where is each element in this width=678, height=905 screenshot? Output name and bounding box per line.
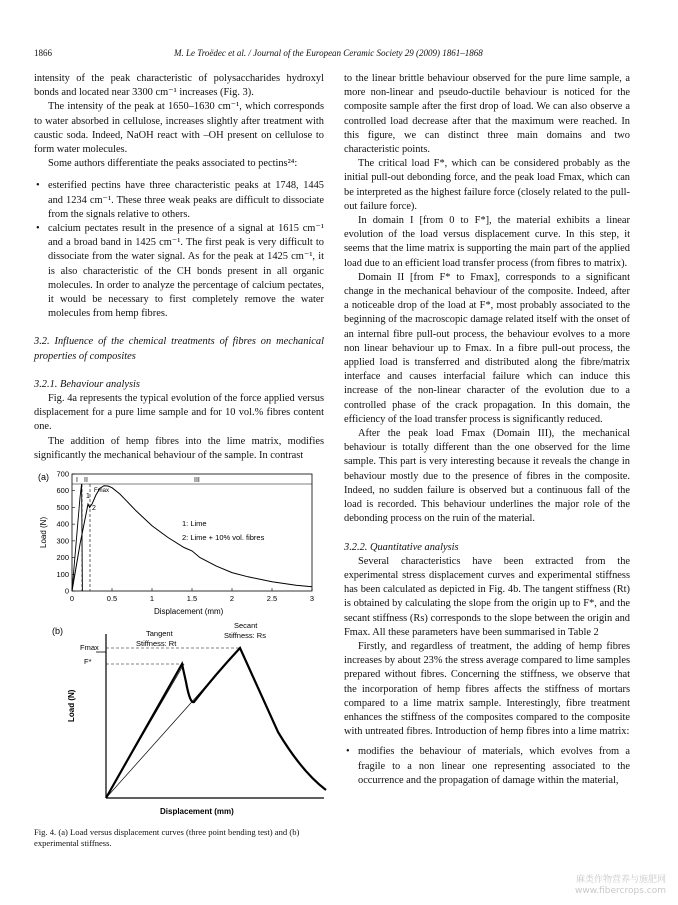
load-curve — [106, 648, 326, 798]
list-item: • esterified pectins have three characteristic peaks at 1748, 1445 and 1234 cm⁻¹. These three weak peaks are difficult to dissociate from the signals relative to others. — [34, 179, 324, 222]
x-tick-label: 0.5 — [106, 594, 118, 603]
x-tick-label: 2.5 — [266, 594, 278, 603]
legend-entry-lime-fibres: 2: Lime + 10% vol. fibres — [182, 533, 265, 542]
y-tick-label: 400 — [56, 519, 69, 529]
right-paragraph-6: Several characteristics have been extracted from the experimental stress displacement curves and experimental stiffness has been calculated as depicted in Fig. 4b. The tangent stiffness (Rt) is obtained by calculating the slope from the origin up to F*, and the secant stiffness (Rs) corresponds to the slope between the origin and Fmax. All these parameters have been summarised in Table 2 — [344, 555, 630, 638]
y-axis-label: Load (N) — [67, 689, 76, 722]
left-paragraph-1: intensity of the peak characteristic of polysaccharides hydroxyl bonds and located near 3300 cm⁻¹ increases (Fig. 3). — [34, 73, 324, 99]
right-column — [344, 72, 630, 788]
x-axis-label: Displacement (mm) — [154, 607, 224, 616]
tangent-label-2: Stiffness: Rt — [136, 639, 177, 648]
curve-label-1: 1 — [86, 493, 90, 500]
fstar-axis-label: F* — [84, 657, 92, 666]
domain-label-i: I — [76, 477, 78, 484]
y-tick-label: 0 — [64, 586, 69, 596]
y-axis-label: Load (N) — [39, 516, 48, 548]
fmax-axis-label: Fmax — [80, 643, 99, 652]
tangent-label: Tangent — [146, 629, 173, 638]
y-tick-label: 700 — [56, 469, 69, 479]
y-tick-label: 500 — [56, 502, 69, 512]
list-item: • calcium pectates result in the presence of a signal at 1615 cm⁻¹ and a broad band in 1425 cm⁻¹. The first peak is very difficult to dissociate from the water signal. As for the peak at 1425 cm⁻¹, it is also characteristic of the CH bonds present in all organic molecules. In order to analyze the percentage of calcium pectates, it would be necessary to first completely remove the water molecules from hemp fibres. — [34, 222, 324, 321]
section-heading-3-2-1: 3.2.1. Behaviour analysis — [34, 378, 140, 390]
secant-label-2: Stiffness: Rs — [224, 631, 266, 640]
figure-4a-chart — [34, 468, 334, 618]
effects-list — [344, 745, 630, 788]
fmax-label: Fmax — [94, 488, 109, 494]
y-tick-label: 200 — [56, 553, 69, 563]
y-tick-label: 600 — [56, 486, 69, 496]
left-paragraph-2: The intensity of the peak at 1650–1630 cm⁻¹, which corresponds to water absorbed in cellulose, increases slightly after treatment with caustic soda. Indeed, NaOH react with –OH present on cellulose to form water molecules. — [34, 101, 324, 156]
figure-caption: Fig. 4. (a) Load versus displacement curves (three point bending test) and (b) experimental stiffness. — [34, 827, 300, 848]
x-axis-label: Displacement (mm) — [160, 807, 234, 816]
right-paragraph-1: to the linear brittle behaviour observed for the pure lime sample, a more non-linear and pseudo-ductile behaviour is noticed for the composite sample after the first drop of load. We can also observe a controlled load decrease after that the maximum were reached. In this figure, we can distinct three main domains and two characteristic points. — [344, 73, 630, 156]
y-tick-label: 100 — [56, 569, 69, 579]
left-paragraph-4: Fig. 4a represents the typical evolution of the force applied versus displacement for a pure lime sample and for 10 vol.% fibres content one. — [34, 393, 324, 433]
x-tick-label: 2 — [229, 594, 235, 603]
left-column — [34, 72, 324, 463]
left-paragraph-5: The addition of hemp fibres into the lime matrix, modifies significantly the mechanical behaviour of the sample. In contrast — [34, 435, 324, 461]
page-number: 1866 — [34, 48, 52, 58]
domain-label-ii: II — [84, 477, 88, 484]
legend-entry-lime: 1: Lime — [182, 519, 207, 528]
x-tick-label: 1 — [149, 594, 155, 603]
x-tick-label: 3 — [309, 594, 315, 603]
panel-b-label: (b) — [52, 626, 63, 636]
secant-label: Secant — [234, 622, 258, 630]
panel-a-label: (a) — [38, 472, 49, 482]
running-title: M. Le Troëdec et al. / Journal of the European Ceramic Society 29 (2009) 1861–1868 — [174, 48, 483, 58]
figure-4b-diagram — [34, 622, 334, 822]
domain-label-iii: III — [194, 477, 200, 484]
right-paragraph-2: The critical load F*, which can be considered probably as the initial pull-out debonding force, and the peak load Fmax, which can be interpreted as the highest failure force (closely related to the pull-out failure force). — [344, 158, 630, 212]
right-paragraph-4: Domain II [from F* to Fmax], corresponds to a significant change in the mechanical behaviour of the composite. Indeed, after a noticeable drop of the load at F*, most probably associated to the beginning of the macroscopic damage related itself with the onset of an internal fibre pull-out process, the behaviour evolves to a more non linear behaviour up to Fmax. In a fibre pull-out process, the applied load is transferred and distributed along the fibre/matrix interface and causes interfacial failure which can induce this increase of the non-linear character of the evolution due to a controlled phase of the crack propagation. In this domain, the efficiency of the load transfer process is significantly reduced. — [344, 271, 630, 425]
pectin-list — [34, 179, 324, 321]
right-paragraph-7: Firstly, and regardless of treatment, the adding of hemp fibres increases by about 23% the stress average compared to lime samples prepared without fibres. Concerning the stiffness, we observe that the incorporation of hemp fibres affects the stiffness of mortars compared to a lime matrix sample. Interestingly, fibre treatment enhances the stiffness of the composites compared to the composite with untreated fibres. Introduction of hemp fibres into a lime matrix: — [344, 640, 630, 738]
list-item: • modifies the behaviour of materials, which evolves from a fragile to a non linear one representing associated to the occurrence and the propagation of damage within the material, — [344, 745, 630, 788]
right-paragraph-3: In domain I [from 0 to F*], the material exhibits a linear evolution of the load versus displacement curve. In this step, it seems that the lime matrix is supporting the main part of the applied load due to an efficient load transfer process (from fibres to matrix). — [344, 215, 630, 269]
right-paragraph-5: After the peak load Fmax (Domain III), the mechanical behaviour is totally different than the one observed for the lime sample. This part is very interesting because it reveals the change in behaviour mostly due to the presence of fibres in the composite. Indeed, no sudden failure is observed but a continuous fall of the load is recorded. This behaviour underlines the major role of the debonding process on the ruin of the material. — [344, 428, 630, 525]
x-tick-label: 0 — [69, 594, 75, 603]
section-heading-3-2: 3.2. Influence of the chemical treatments of fibres on mechanical properties of composites — [34, 336, 324, 362]
x-tick-label: 1.5 — [186, 594, 198, 603]
curve-label-2: 2 — [92, 505, 96, 512]
left-paragraph-3: Some authors differentiate the peaks associated to pectins²⁴: — [48, 158, 298, 170]
y-tick-label: 300 — [56, 536, 69, 546]
watermark: 麻类作物营养与施肥网 www.fibercrops.com — [575, 875, 666, 896]
section-heading-3-2-2: 3.2.2. Quantitative analysis — [344, 541, 459, 553]
